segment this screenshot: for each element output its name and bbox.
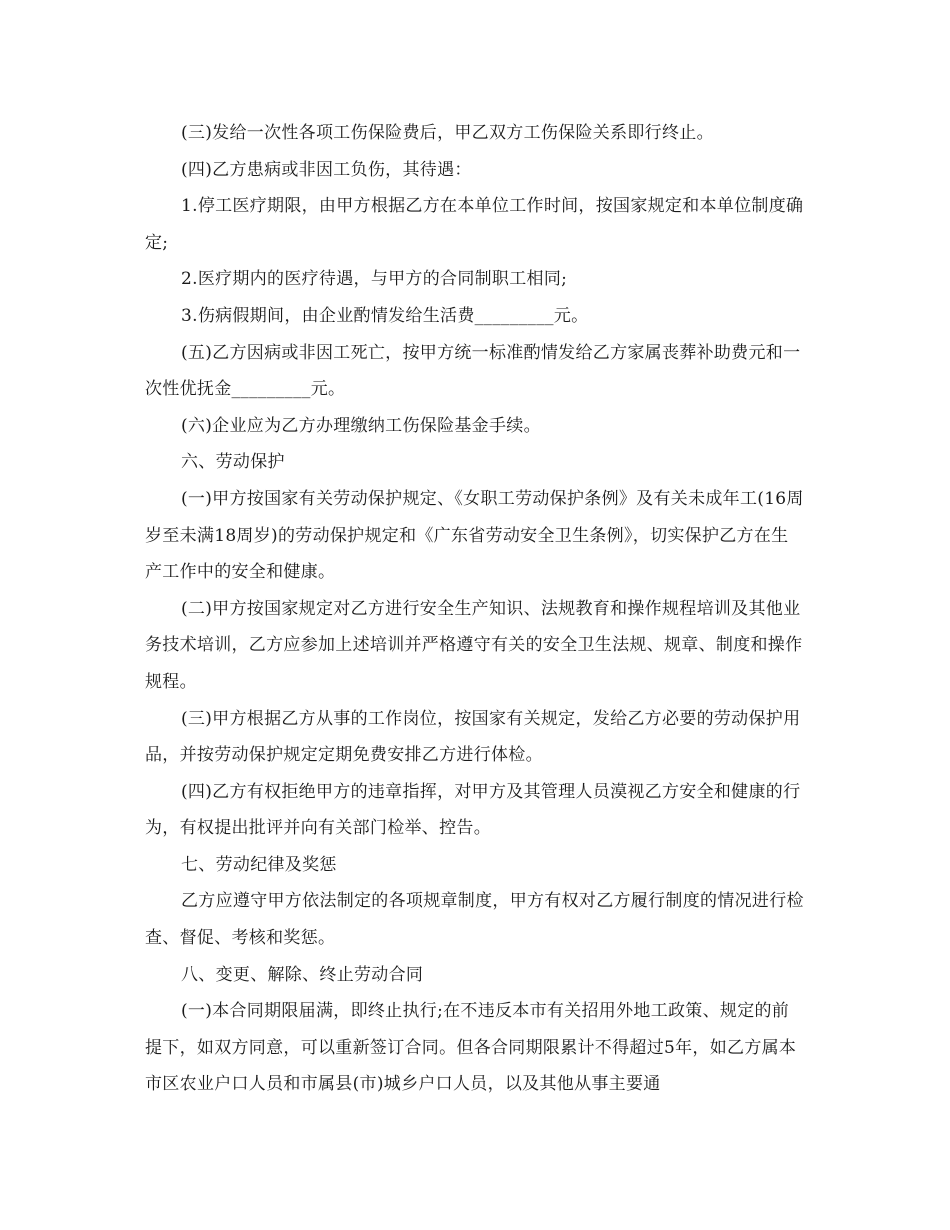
paragraph-illness-treatment: (四)乙方患病或非因工负伤，其待遇： <box>181 159 472 180</box>
paragraph-sick-leave-allowance: 3.伤病假期间，由企业酌情发给生活费_________元。 <box>181 305 589 326</box>
paragraph-right-to-refuse: (四)乙方有权拒绝甲方的违章指挥，对甲方及其管理人员漠视乙方安全和健康的行为，有权提出批评并向有关部门检举、控告。 <box>145 781 801 839</box>
paragraph-contract-expiry: (一)本合同期限届满，即终止执行;在不违反本市有关招用外地工政策、规定的前提下，如双方同意，可以重新签订合同。但各合同期限累计不得超过5年，如乙方属本市区农业户口人员和市属县(市)城乡户口人员，以及其他从事主要通 <box>145 1001 797 1095</box>
paragraph-work-injury-termination: (三)发给一次性各项工伤保险费后，甲乙双方工伤保险关系即行终止。 <box>181 123 714 143</box>
paragraph-safety-training: (二)甲方按国家规定对乙方进行安全生产知识、法规教育和操作规程培训及其他业务技术培训，乙方应参加上述培训并严格遵守有关的安全卫生法规、规章、制度和操作规程。 <box>145 598 803 692</box>
section-heading-labor-protection: 六、劳动保护 <box>181 452 285 473</box>
section-heading-discipline: 七、劳动纪律及奖惩 <box>181 854 337 875</box>
paragraph-insurance-procedures: (六)企业应为乙方办理缴纳工伤保险基金手续。 <box>181 415 541 436</box>
section-heading-contract-changes: 八、变更、解除、终止劳动合同 <box>181 964 424 985</box>
paragraph-death-benefits: (五)乙方因病或非因工死亡，按甲方统一标准酌情发给乙方家属丧葬补助费元和一次性优抚金_________元。 <box>145 342 801 400</box>
paragraph-medical-period: 1.停工医疗期限，由甲方根据乙方在本单位工作时间，按国家规定和本单位制度确定; <box>145 196 804 253</box>
paragraph-protective-equipment: (三)甲方根据乙方从事的工作岗位，按国家有关规定，发给乙方必要的劳动保护用品，并按劳动保护规定定期免费安排乙方进行体检。 <box>145 708 801 766</box>
paragraph-protection-regulations: (一)甲方按国家有关劳动保护规定、《女职工劳动保护条例》及有关未成年工(16周岁至未满18周岁)的劳动保护规定和《广东省劳动安全卫生条例》，切实保护乙方在生产工作中的安全和健康。 <box>145 488 804 583</box>
paragraph-rules-compliance: 乙方应遵守甲方依法制定的各项规章制度，甲方有权对乙方履行制度的情况进行检查、督促、考核和奖惩。 <box>145 891 804 949</box>
paragraph-medical-treatment: 2.医疗期内的医疗待遇，与甲方的合同制职工相同; <box>181 269 568 290</box>
document-body <box>145 115 805 1103</box>
